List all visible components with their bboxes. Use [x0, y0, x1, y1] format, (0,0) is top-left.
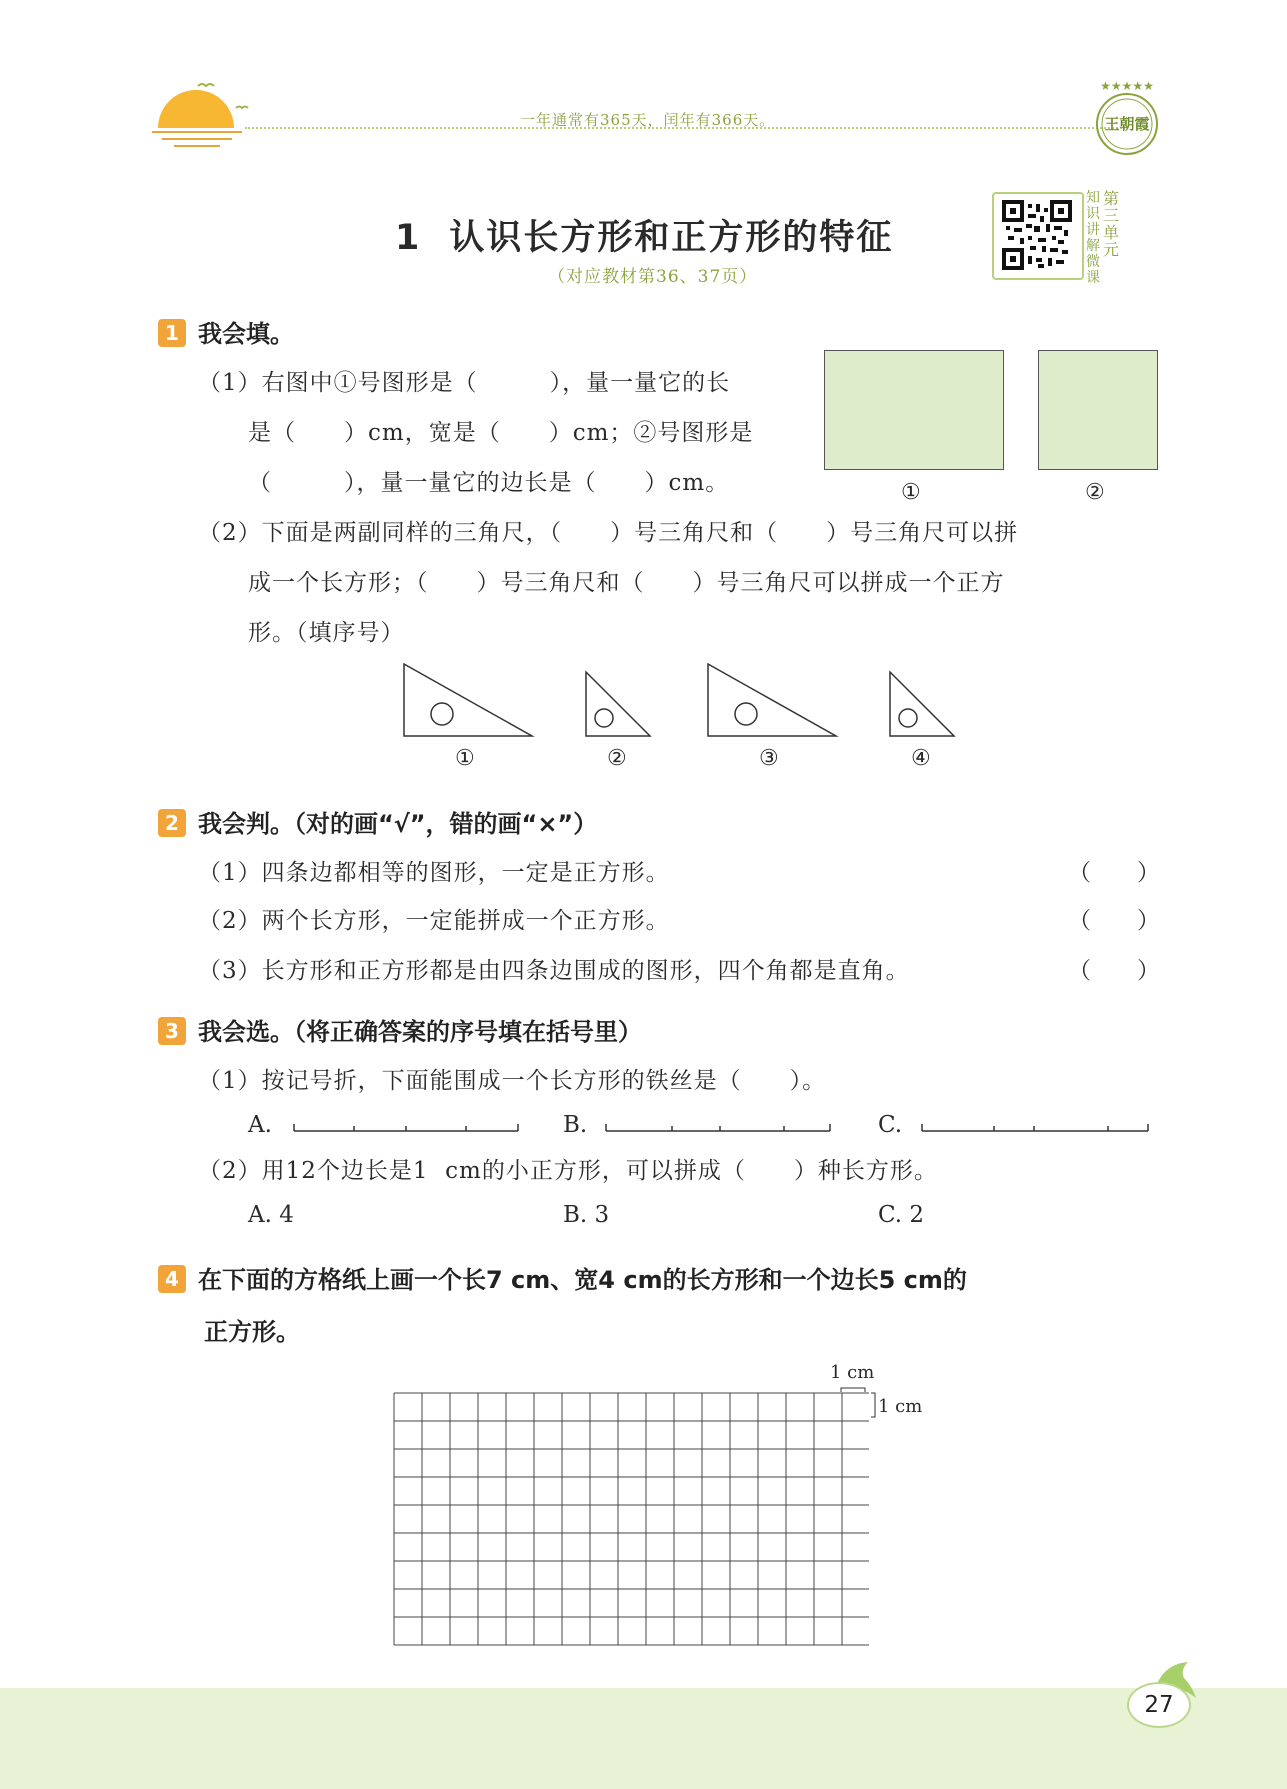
triangle-4-label: ④	[911, 746, 931, 771]
s1-q1-line2: 是（ ）cm，宽是（ ）cm；②号图形是	[248, 420, 754, 446]
triangle-ruler-1	[400, 660, 536, 740]
unit-label-vertical: 1 cm	[878, 1396, 923, 1417]
title-number: 1	[395, 218, 422, 258]
s3-q1: （1）按记号折，下面能围成一个长方形的铁丝是（ ）。	[198, 1068, 827, 1094]
page-title	[395, 210, 893, 260]
s3-q2-option-a: A. 4	[248, 1202, 294, 1228]
section-4-badge: 4	[158, 1265, 186, 1293]
s3-q2: （2）用12个边长是1 cm的小正方形，可以拼成（ ）种长方形。	[198, 1158, 938, 1184]
publisher-logo-text: 王朝霞	[1104, 115, 1150, 133]
s2-answer-blank-3[interactable]: （ ）	[1068, 958, 1160, 984]
side-tag-column-1: 第 三 单 元	[1102, 189, 1119, 259]
qr-code-icon[interactable]	[1002, 200, 1072, 270]
wire-c	[920, 1120, 1152, 1138]
figure-2-square	[1038, 350, 1158, 470]
s3-q1-option-b: B.	[563, 1112, 588, 1138]
unit-label-horizontal: 1 cm	[830, 1362, 875, 1383]
triangle-1-label: ①	[455, 746, 475, 771]
wire-b	[604, 1120, 834, 1138]
section-4-heading-line2: 正方形。	[204, 1318, 300, 1346]
section-4-heading: 4 在下面的方格纸上画一个长7 cm、宽4 cm的长方形和一个边长5 cm的	[158, 1260, 967, 1295]
triangle-ruler-3	[704, 660, 840, 740]
s1-q1-line3: （ ），量一量它的边长是（ ）cm。	[248, 470, 730, 496]
s3-q1-option-c: C.	[878, 1112, 903, 1138]
s3-q2-option-b: B. 3	[563, 1202, 610, 1228]
s2-answer-blank-1[interactable]: （ ）	[1068, 860, 1160, 886]
triangle-ruler-2	[582, 668, 654, 740]
side-tag-column-2: 知 识 讲 解 微 课	[1086, 190, 1100, 286]
section-1-heading: 1 我会填。	[158, 314, 294, 349]
s1-q2-line3: 形。（填序号）	[248, 620, 405, 646]
sunset-logo-icon	[150, 78, 250, 150]
section-1-badge: 1	[158, 319, 186, 347]
grid-paper[interactable]	[393, 1392, 869, 1646]
s3-q2-option-c: C. 2	[878, 1202, 925, 1228]
s2-item-3: （3）长方形和正方形都是由四条边围成的图形，四个角都是直角。	[198, 958, 910, 984]
triangle-ruler-4	[886, 668, 958, 740]
s3-q1-option-a: A.	[248, 1112, 272, 1138]
figure-2-label: ②	[1085, 480, 1105, 505]
s2-item-1: （1）四条边都相等的图形，一定是正方形。	[198, 860, 670, 886]
title-text: 认识长方形和正方形的特征	[449, 218, 894, 258]
s1-q1-line1: （1）右图中①号图形是（ ），量一量它的长	[198, 370, 731, 396]
section-2-badge: 2	[158, 809, 186, 837]
section-3-badge: 3	[158, 1017, 186, 1045]
s1-q2-line2: 成一个长方形；（ ）号三角尺和（ ）号三角尺可以拼成一个正方	[248, 570, 1005, 596]
figure-1-label: ①	[901, 480, 921, 505]
section-2-heading: 2 我会判。（对的画“√”，错的画“×”）	[158, 804, 597, 839]
page-subtitle: （对应教材第36、37页）	[548, 267, 758, 287]
svg-text:★★★★★: ★★★★★	[1100, 79, 1154, 93]
triangle-2-label: ②	[607, 746, 627, 771]
footer-band	[0, 1688, 1287, 1789]
wire-a	[292, 1120, 522, 1138]
s2-item-2: （2）两个长方形，一定能拼成一个正方形。	[198, 908, 670, 934]
triangle-3-label: ③	[759, 746, 779, 771]
s2-answer-blank-2[interactable]: （ ）	[1068, 908, 1160, 934]
header-motto: 一年通常有365天，闰年有366天。	[520, 111, 776, 129]
section-3-heading: 3 我会选。（将正确答案的序号填在括号里）	[158, 1012, 642, 1047]
figure-1-rectangle	[824, 350, 1004, 470]
s1-q2-line1: （2）下面是两副同样的三角尺，（ ）号三角尺和（ ）号三角尺可以拼	[198, 520, 1019, 546]
page-number: 27	[1127, 1682, 1191, 1728]
